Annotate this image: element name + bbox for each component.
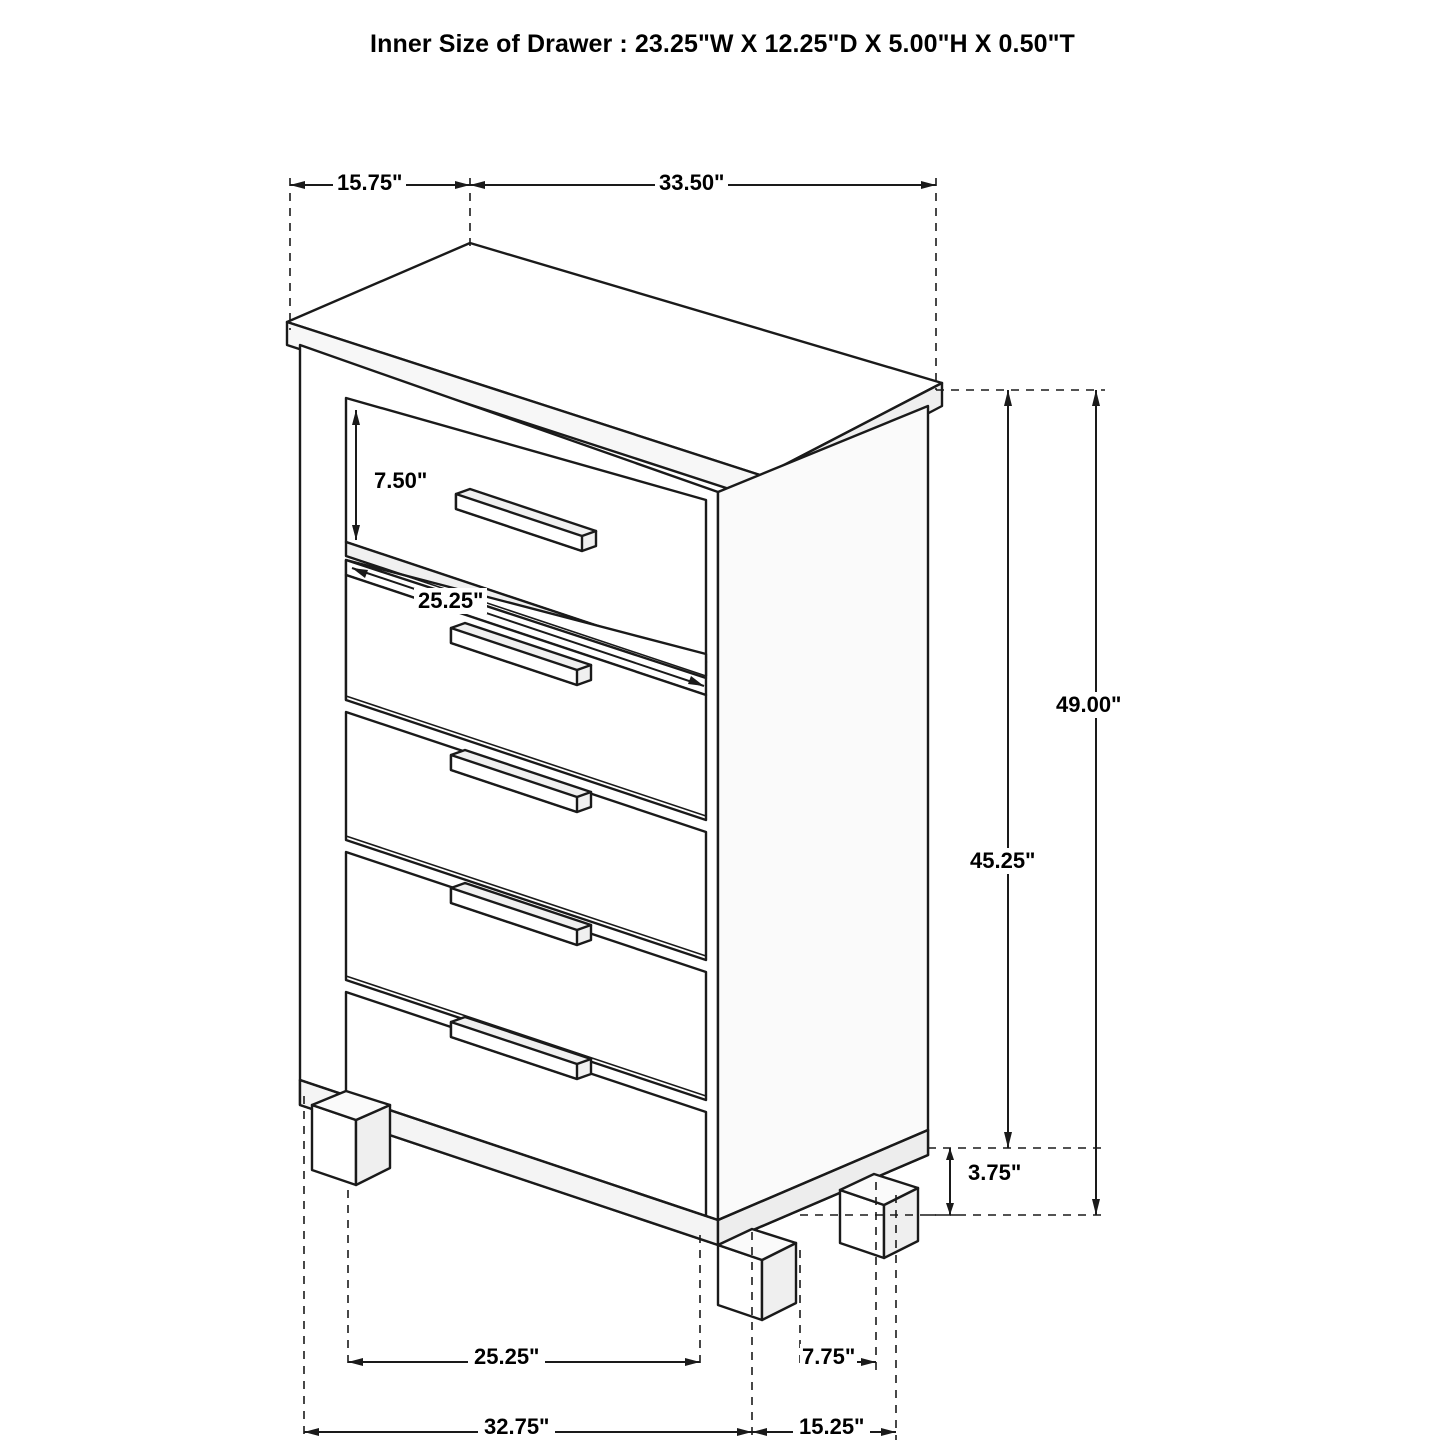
dim-total-height	[1092, 390, 1100, 1215]
label-depth-top: 15.75"	[333, 170, 406, 196]
label-drawer-stack-height: 45.25"	[966, 848, 1039, 874]
label-base-front-width: 25.25"	[468, 1344, 545, 1370]
label-overall-width: 32.75"	[478, 1414, 555, 1440]
label-total-height: 49.00"	[1052, 692, 1125, 718]
dim-drawer-stack-height	[1004, 390, 1012, 1148]
page-title: Inner Size of Drawer : 23.25"W X 12.25"D X 5.00"H X 0.50"T	[370, 30, 1075, 58]
label-base-side-depth: 7.75"	[802, 1344, 856, 1369]
label-width-top: 33.50"	[655, 170, 728, 196]
dim-leg-height	[946, 1148, 954, 1215]
label-leg-height: 3.75"	[964, 1160, 1025, 1186]
label-drawer-inner-width: 25.25"	[414, 588, 487, 614]
label-drawer-face-height: 7.50"	[370, 468, 431, 494]
label-overall-depth: 15.25"	[793, 1414, 870, 1440]
